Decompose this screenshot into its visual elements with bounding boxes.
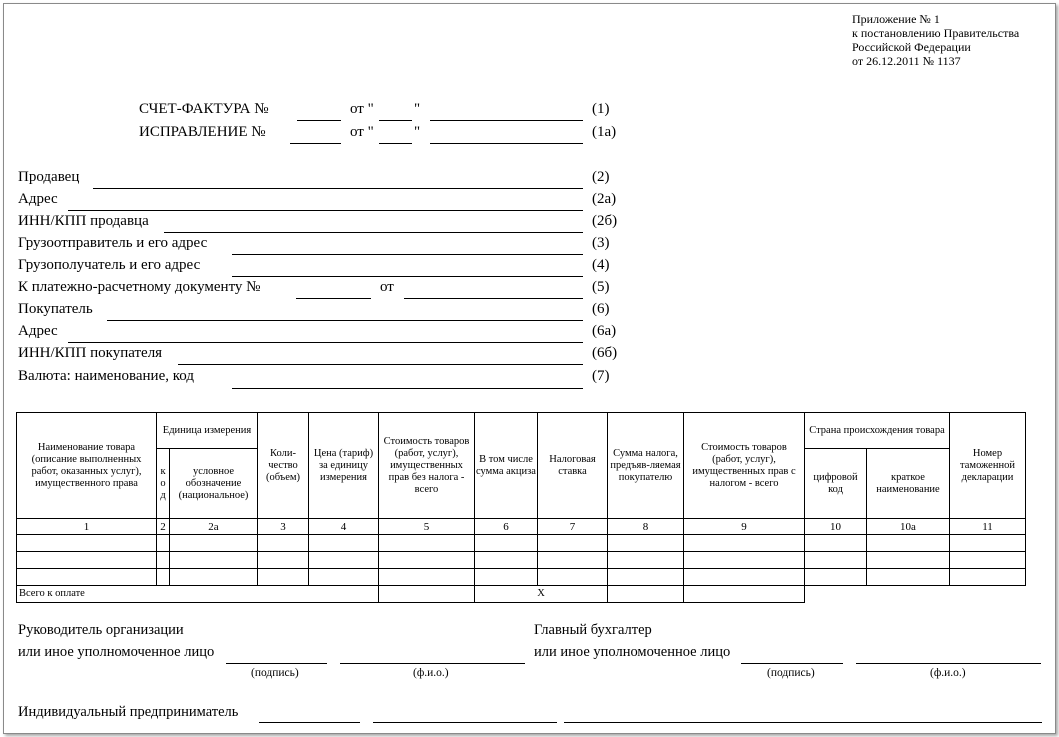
header-country: Страна происхождения товара xyxy=(805,413,950,449)
total-empty xyxy=(805,586,1026,603)
table-cell[interactable] xyxy=(258,552,309,569)
field-code-seller-address: (2а) xyxy=(592,191,617,207)
column-number: 1 xyxy=(17,519,157,535)
table-cell[interactable] xyxy=(258,569,309,586)
table-cell[interactable] xyxy=(157,552,170,569)
accountant-name-caption: (ф.и.о.) xyxy=(930,667,966,679)
items-table xyxy=(16,412,1026,603)
total-cost-with-tax[interactable] xyxy=(684,586,805,603)
total-tax-amount[interactable] xyxy=(608,586,684,603)
head-name-line[interactable] xyxy=(340,663,525,664)
appendix-line-4: от 26.12.2011 № 1137 xyxy=(852,54,961,68)
accountant-name-line[interactable] xyxy=(856,663,1041,664)
field-line-buyer-inn[interactable] xyxy=(178,364,583,365)
header-tax-rate: Налоговая ставка xyxy=(538,413,608,519)
entrepreneur-signature-line[interactable] xyxy=(259,722,360,723)
field-code-buyer: (6) xyxy=(592,301,610,317)
invoice-date-from: от " xyxy=(350,101,374,117)
table-cell[interactable] xyxy=(170,552,258,569)
head-signature-line[interactable] xyxy=(226,663,327,664)
field-line-payment-doc-number[interactable] xyxy=(296,298,371,299)
header-country-name: краткое наименование xyxy=(867,449,950,519)
invoice-day-line[interactable] xyxy=(379,120,412,121)
field-line-payment-doc-date[interactable] xyxy=(404,298,583,299)
field-line-buyer[interactable] xyxy=(107,320,583,321)
table-cell[interactable] xyxy=(538,552,608,569)
table-cell[interactable] xyxy=(608,552,684,569)
column-number: 10а xyxy=(867,519,950,535)
field-code-payment-doc: (5) xyxy=(592,279,610,295)
table-cell[interactable] xyxy=(309,535,379,552)
table-cell[interactable] xyxy=(867,569,950,586)
field-label-currency: Валюта: наименование, код xyxy=(18,368,194,384)
field-code-seller: (2) xyxy=(592,169,610,185)
table-cell[interactable] xyxy=(309,569,379,586)
column-number: 8 xyxy=(608,519,684,535)
entrepreneur-details-line[interactable] xyxy=(564,722,1042,723)
table-cell[interactable] xyxy=(608,569,684,586)
table-cell[interactable] xyxy=(608,535,684,552)
accountant-label-line1: Главный бухгалтер xyxy=(534,622,652,638)
header-country-code: цифровой код xyxy=(805,449,867,519)
correction-label: ИСПРАВЛЕНИЕ № xyxy=(139,124,266,140)
entrepreneur-name-line[interactable] xyxy=(373,722,557,723)
table-cell[interactable] xyxy=(17,569,157,586)
field-payment-doc-from: от xyxy=(380,279,394,295)
correction-number-line[interactable] xyxy=(290,143,341,144)
accountant-signature-line[interactable] xyxy=(741,663,843,664)
field-line-seller-inn[interactable] xyxy=(164,232,583,233)
field-line-currency[interactable] xyxy=(232,388,583,389)
correction-date-from: от " xyxy=(350,124,374,140)
table-cell[interactable] xyxy=(684,535,805,552)
header-customs: Номер таможенной декларации xyxy=(950,413,1026,519)
table-cell[interactable] xyxy=(379,569,475,586)
table-cell[interactable] xyxy=(867,535,950,552)
column-number: 5 xyxy=(379,519,475,535)
column-number: 4 xyxy=(309,519,379,535)
invoice-date-quote: " xyxy=(414,101,421,117)
column-number: 7 xyxy=(538,519,608,535)
header-unit-code: к о д xyxy=(160,465,166,501)
table-cell[interactable] xyxy=(950,569,1026,586)
field-label-seller-inn: ИНН/КПП продавца xyxy=(18,213,149,229)
table-cell[interactable] xyxy=(17,535,157,552)
table-cell[interactable] xyxy=(309,552,379,569)
invoice-label: СЧЕТ-ФАКТУРА № xyxy=(139,101,269,117)
header-unit-code-cell xyxy=(157,449,170,519)
column-number: 2а xyxy=(170,519,258,535)
appendix-note xyxy=(852,12,1052,68)
field-code-buyer-inn: (6б) xyxy=(592,345,618,361)
header-unit-name: условное обозначение (национальное) xyxy=(170,449,258,519)
invoice-date-line[interactable] xyxy=(430,120,583,121)
column-number: 10 xyxy=(805,519,867,535)
column-number: 9 xyxy=(684,519,805,535)
table-cell[interactable] xyxy=(379,535,475,552)
head-label-line1: Руководитель организации xyxy=(18,622,184,638)
header-cost-with-tax: Стоимость товаров (работ, услуг), имущественных прав с налогом - всего xyxy=(684,413,805,519)
accountant-label-line2: или иное уполномоченное лицо xyxy=(534,644,731,660)
field-label-buyer-inn: ИНН/КПП покупателя xyxy=(18,345,163,361)
field-label-buyer: Покупатель xyxy=(18,301,93,317)
table-cell[interactable] xyxy=(258,535,309,552)
header-name: Наименование товара (описание выполненных работ, оказанных услуг), имущественного права xyxy=(17,413,157,519)
table-cell[interactable] xyxy=(684,552,805,569)
appendix-line-1: Приложение № 1 xyxy=(852,12,940,26)
field-line-buyer-address[interactable] xyxy=(68,342,583,343)
table-row[interactable] xyxy=(17,569,1026,586)
invoice-code: (1) xyxy=(592,101,610,117)
correction-date-quote: " xyxy=(414,124,421,140)
table-cell[interactable] xyxy=(475,535,538,552)
correction-date-line[interactable] xyxy=(430,143,583,144)
table-cell[interactable] xyxy=(157,569,170,586)
column-number: 6 xyxy=(475,519,538,535)
head-label-line2: или иное уполномоченное лицо xyxy=(18,644,215,660)
table-cell[interactable] xyxy=(157,535,170,552)
total-label: Всего к оплате xyxy=(17,586,379,603)
field-label-seller-address: Адрес xyxy=(18,191,58,207)
header-excise: В том числе сумма акциза xyxy=(475,413,538,519)
total-cost-no-tax[interactable] xyxy=(379,586,475,603)
header-qty: Коли-чество (объем) xyxy=(258,413,309,519)
entrepreneur-label: Индивидуальный предприниматель xyxy=(18,704,239,720)
field-line-seller-address[interactable] xyxy=(68,210,583,211)
field-label-seller: Продавец xyxy=(18,169,80,185)
invoice-form xyxy=(3,3,1056,734)
field-code-seller-inn: (2б) xyxy=(592,213,618,229)
correction-code: (1а) xyxy=(592,124,617,140)
appendix-line-3: Российской Федерации xyxy=(852,40,971,54)
column-numbers-row xyxy=(17,519,1026,535)
table-cell[interactable] xyxy=(805,569,867,586)
table-row[interactable] xyxy=(17,535,1026,552)
header-tax-amount: Сумма налога, предъяв-ляемая покупателю xyxy=(608,413,684,519)
table-cell[interactable] xyxy=(950,552,1026,569)
table-cell[interactable] xyxy=(17,552,157,569)
field-code-buyer-address: (6а) xyxy=(592,323,617,339)
table-cell[interactable] xyxy=(475,552,538,569)
field-line-seller[interactable] xyxy=(93,188,583,189)
header-unit: Единица измерения xyxy=(157,413,258,449)
table-cell[interactable] xyxy=(170,535,258,552)
table-cell[interactable] xyxy=(950,535,1026,552)
field-code-shipper: (3) xyxy=(592,235,610,251)
column-number: 2 xyxy=(157,519,170,535)
column-number: 11 xyxy=(950,519,1026,535)
table-cell[interactable] xyxy=(684,569,805,586)
total-row xyxy=(17,586,1026,603)
field-code-currency: (7) xyxy=(592,368,610,384)
field-code-consignee: (4) xyxy=(592,257,610,273)
table-cell[interactable] xyxy=(379,552,475,569)
field-line-consignee[interactable] xyxy=(232,276,583,277)
appendix-line-2: к постановлению Правительства xyxy=(852,26,1020,40)
head-signature-caption: (подпись) xyxy=(251,667,299,679)
field-label-shipper: Грузоотправитель и его адрес xyxy=(18,235,208,251)
total-x-mark: X xyxy=(475,586,608,603)
head-name-caption: (ф.и.о.) xyxy=(413,667,449,679)
table-cell[interactable] xyxy=(170,569,258,586)
correction-day-line[interactable] xyxy=(379,143,412,144)
table-cell[interactable] xyxy=(805,535,867,552)
accountant-signature-caption: (подпись) xyxy=(767,667,815,679)
field-line-shipper[interactable] xyxy=(232,254,583,255)
table-cell[interactable] xyxy=(867,552,950,569)
table-cell[interactable] xyxy=(538,569,608,586)
invoice-number-line[interactable] xyxy=(297,120,341,121)
header-cost-no-tax: Стоимость товаров (работ, услуг), имущественных прав без налога - всего xyxy=(379,413,475,519)
table-cell[interactable] xyxy=(475,569,538,586)
field-label-buyer-address: Адрес xyxy=(18,323,58,339)
header-price: Цена (тариф) за единицу измерения xyxy=(309,413,379,519)
table-cell[interactable] xyxy=(538,535,608,552)
field-label-consignee: Грузополучатель и его адрес xyxy=(18,257,201,273)
column-number: 3 xyxy=(258,519,309,535)
field-label-payment-doc: К платежно-расчетному документу № xyxy=(18,279,261,295)
table-row[interactable] xyxy=(17,552,1026,569)
table-cell[interactable] xyxy=(805,552,867,569)
